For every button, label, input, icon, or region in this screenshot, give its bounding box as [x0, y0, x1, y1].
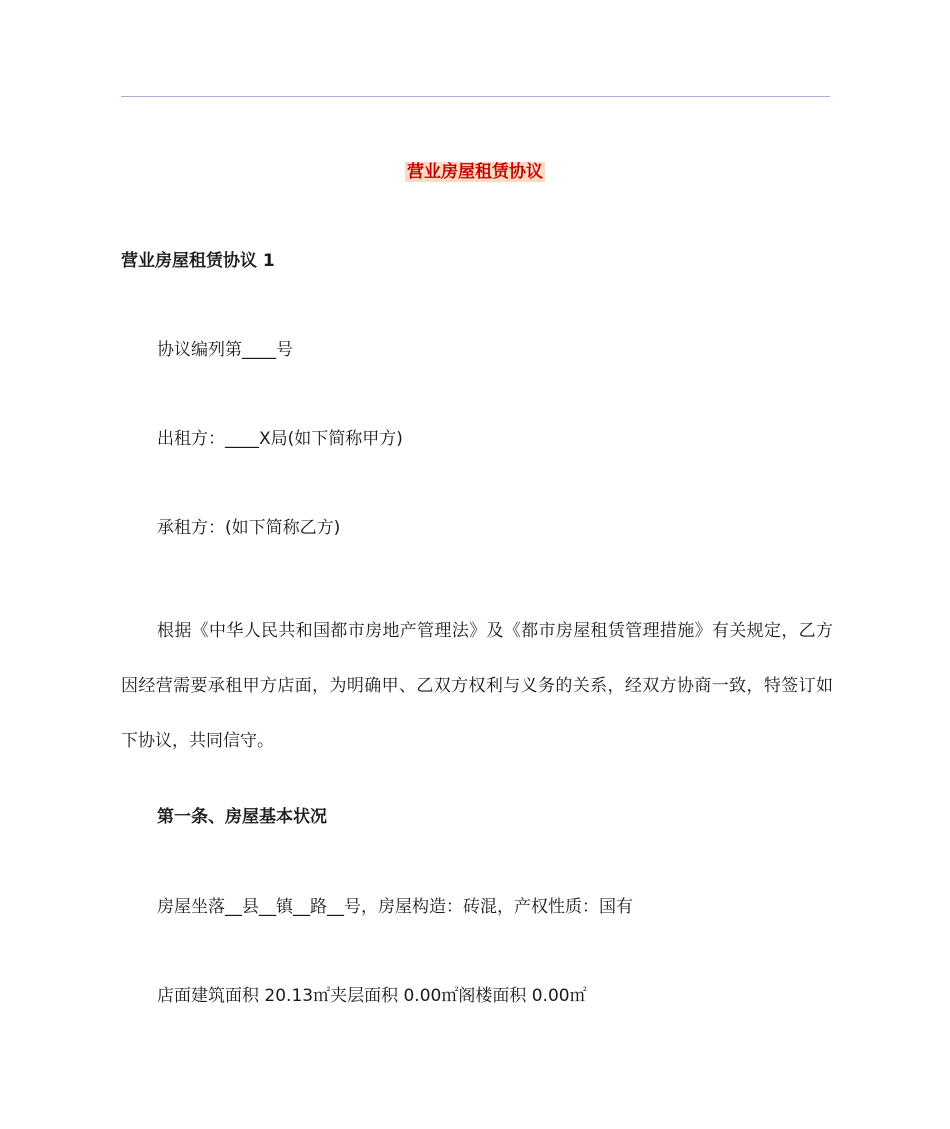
article-1-location-line: 房屋坐落__县__镇__路__号，房屋构造：砖混，产权性质：国有 [157, 897, 633, 917]
intro-paragraph: 根据《中华人民共和国都市房地产管理法》及《都市房屋租赁管理措施》有关规定，乙方因经营需要承租甲方店面，为明确甲、乙双方权利与义务的关系，经双方协商一致，特签订如下协议，共同信守。 [121, 621, 833, 751]
lessee-line: 承租方：(如下简称乙方) [157, 518, 341, 538]
article-1-heading: 第一条、房屋基本状况 [157, 807, 327, 827]
section-heading: 营业房屋租赁协议 1 [121, 251, 275, 271]
document-title-text: 营业房屋租赁协议 [407, 162, 543, 182]
article-1-area-line: 店面建筑面积 20.13㎡夹层面积 0.00㎡阁楼面积 0.00㎡ [157, 986, 587, 1006]
header-rule [121, 96, 830, 97]
document-title [0, 160, 950, 184]
contract-number-line: 协议编列第____号 [157, 340, 293, 360]
lessor-line: 出租方：____X局(如下简称甲方) [157, 429, 403, 449]
